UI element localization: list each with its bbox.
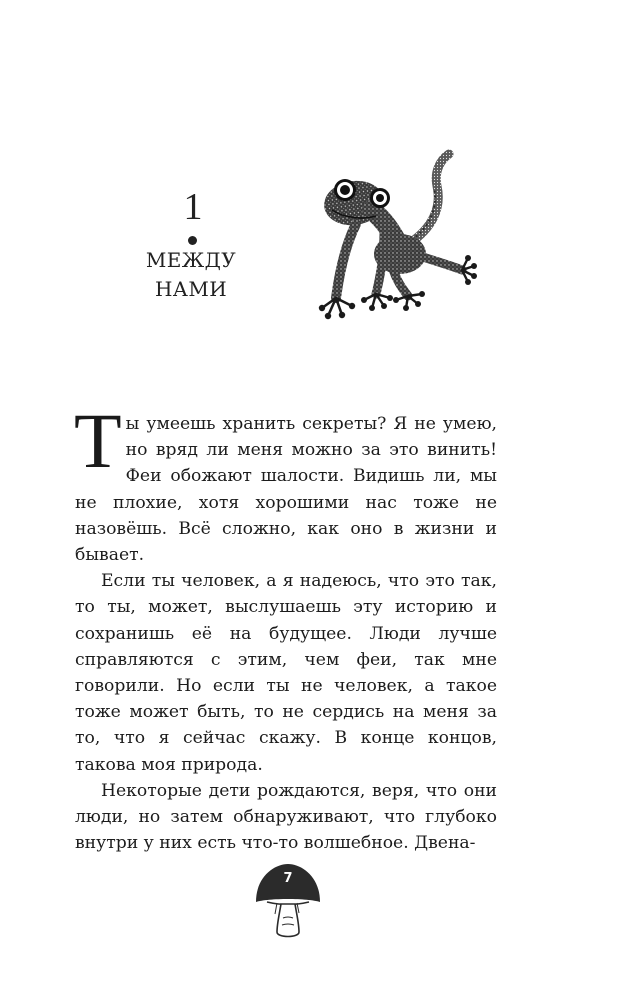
chapter-number: 1 (183, 186, 203, 228)
paragraph-1 (74, 397, 497, 568)
paragraph-3: Некоторые дети рождаются, веря, что они люди, но затем обнаруживают, что глубоко внутри у них есть что-то волшебное. Двена- (75, 780, 497, 854)
chapter-bullet (188, 236, 197, 245)
drop-cap: Т (74, 397, 122, 484)
chapter-title-line-1: МЕЖДУ (145, 248, 237, 272)
paragraph-1-text: ы умеешь хранить секреты? Я не умею, но вряд ли меня можно за это винить! Феи обожают шалости. Видишь ли, мы не плохие, хотя хорошими нас тоже не назовёшь. Всё сложно, как оно в жизни и бывает. (75, 414, 497, 566)
paragraph-2: Если ты человек, а я надеюсь, что это так, то ты, может, выслушаешь эту историю и сохранишь её на будущее. Люди лучше справляются с этим, чем феи, так мне говорили. Но если ты не человек, а такое тоже может быть, то не сердись на меня за то, что я сейчас скажу. В конце концов, такова моя природа. (75, 571, 497, 775)
gecko-lizard-illustration (292, 148, 482, 336)
chapter-title-line-2: НАМИ (154, 277, 228, 301)
chapter-title (130, 246, 252, 304)
page-footer (253, 862, 323, 942)
chapter-body-text (74, 397, 497, 856)
page-number: 7 (283, 871, 293, 886)
